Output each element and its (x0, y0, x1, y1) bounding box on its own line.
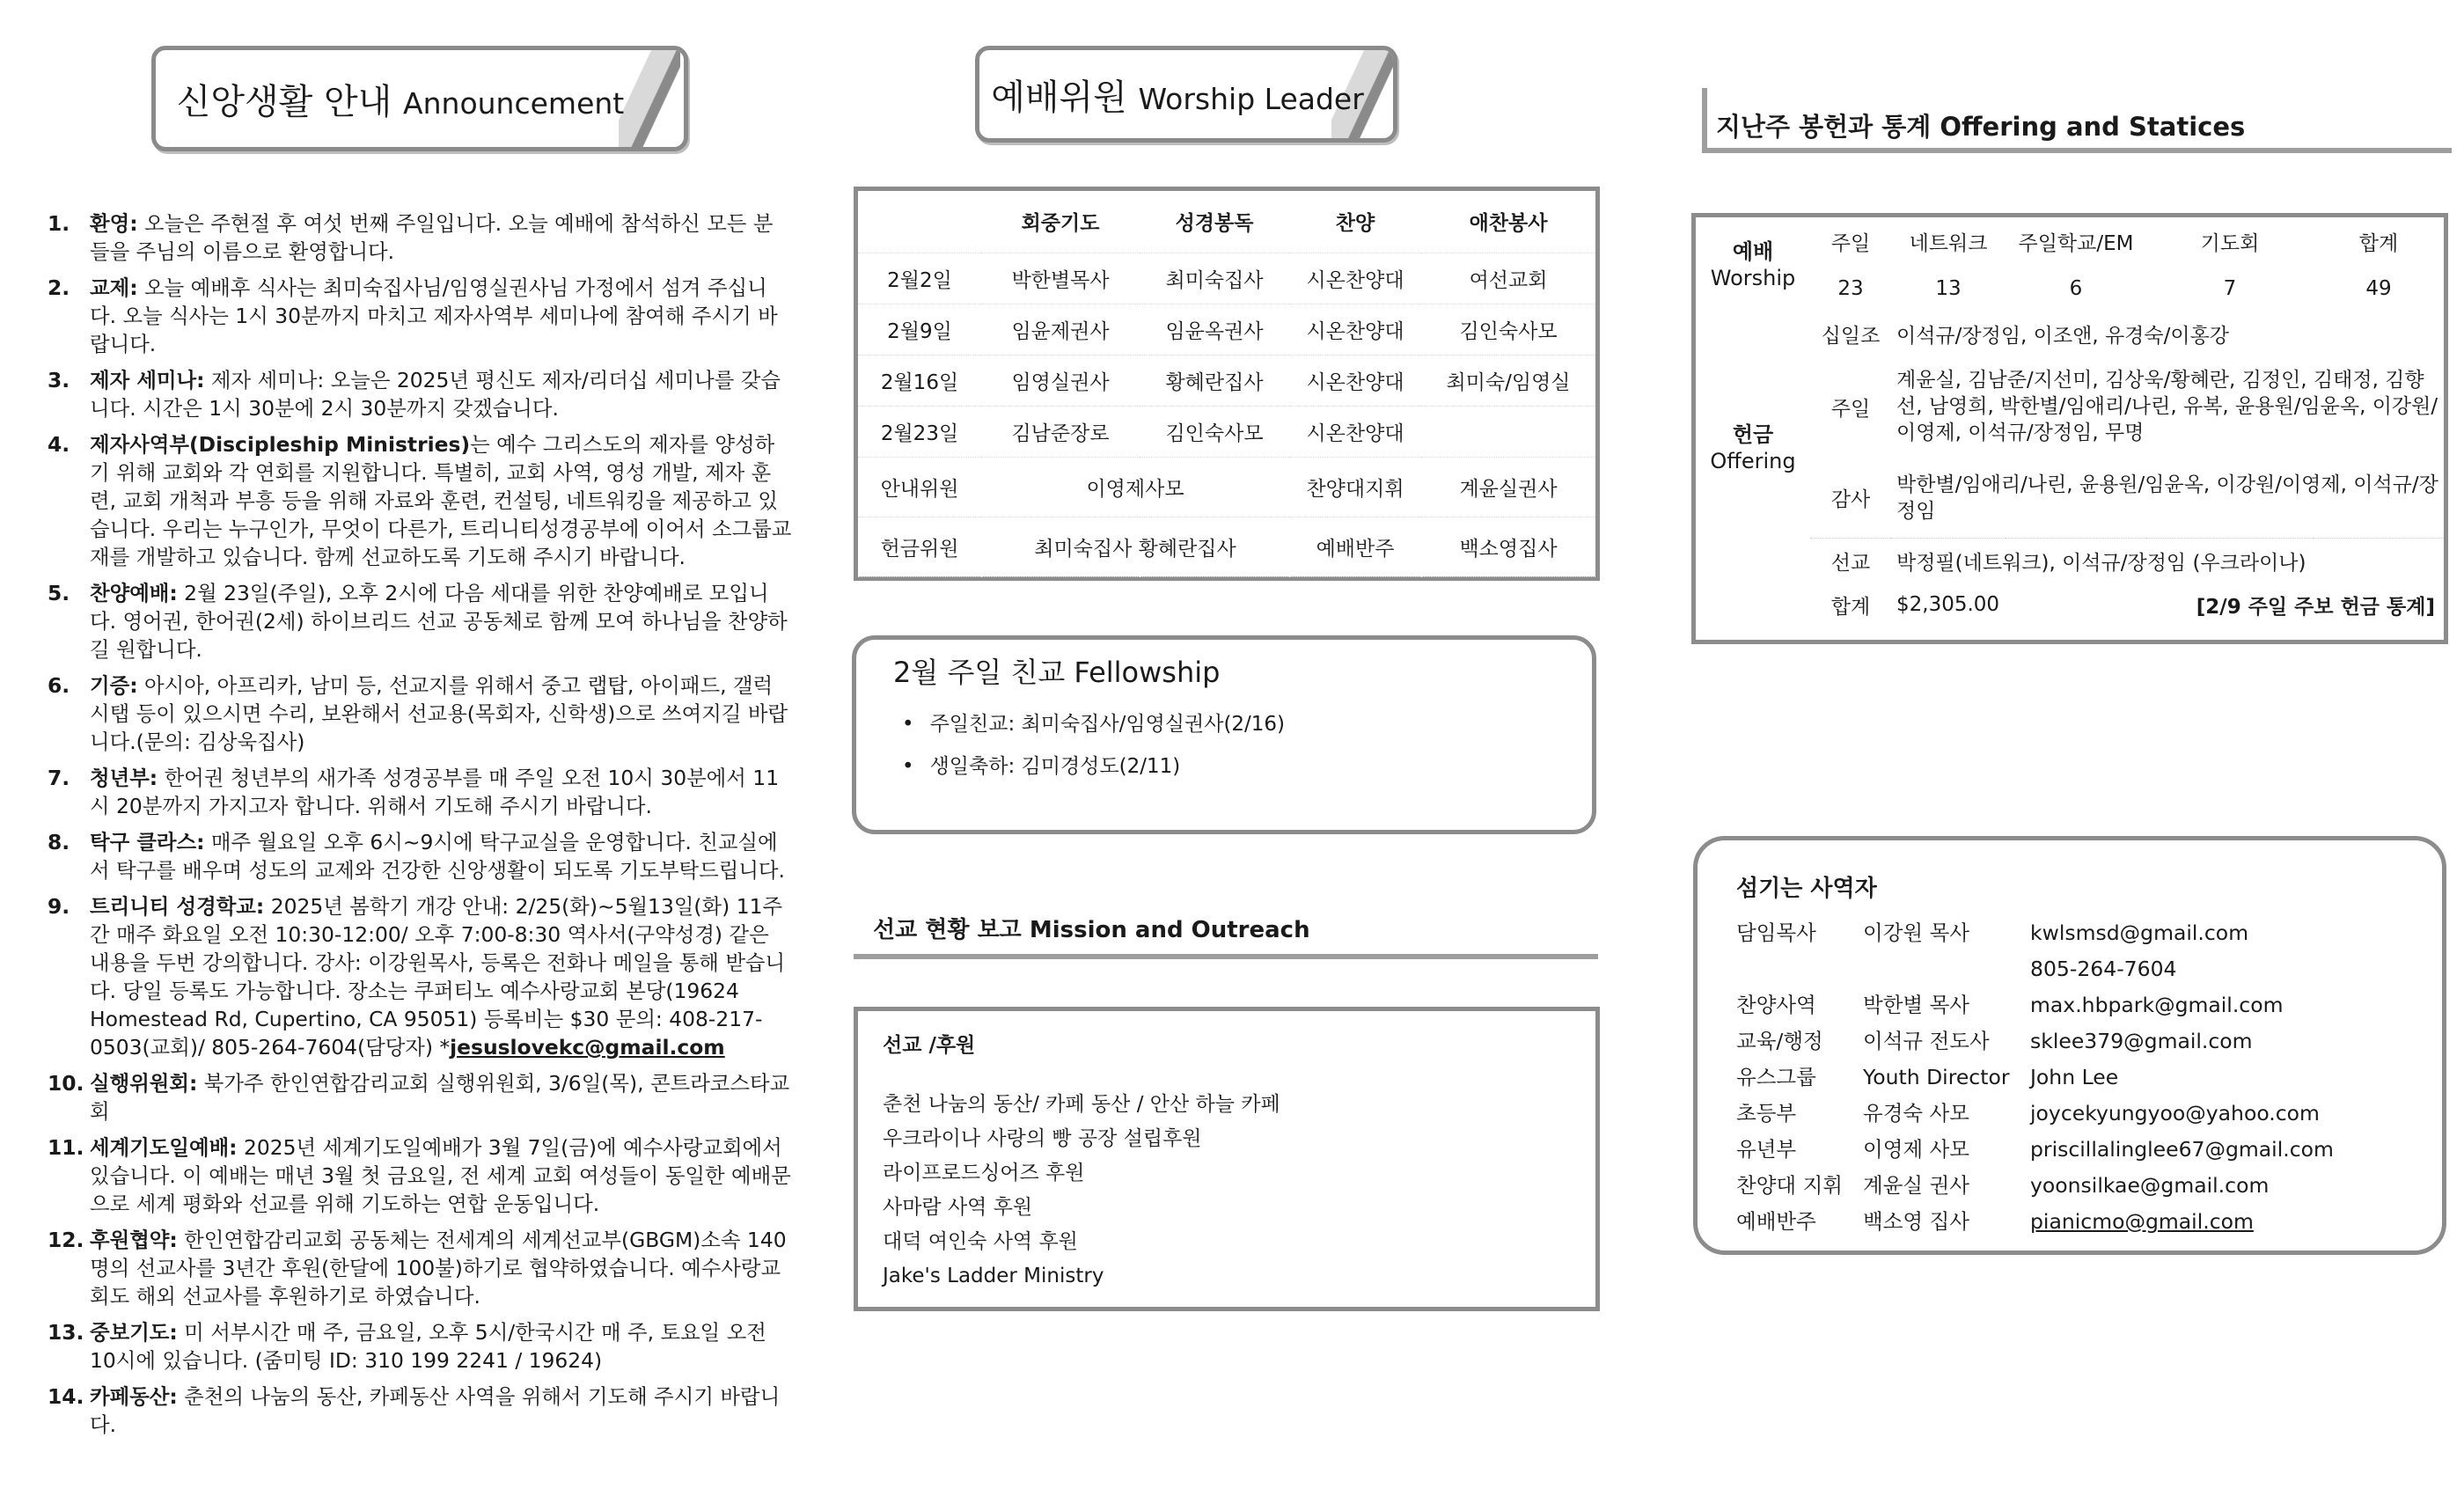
offering-table (1696, 217, 2444, 626)
announcement-item: 4. 제자사역부(Discipleship Ministries)는 예수 그리스도의 제자를 양성하기 위해 교회와 각 연회를 지원합니다. 특별히, 교회 사역, 영성 개발, 제자 훈련, 교회 개척과 부흥 등을 위해 자료와 훈련, 컨설팅, 네트워킹을 제공하고 있습니다. 우리는 누구인가, 무엇이 다른가, 트리니티성경공부에 이어서 소그룹교재를 개발하고 있습니다. 함께 선교하도록 기도해 주시기 바랍니다. (48, 432, 792, 569)
list-item: 우크라이나 사랑의 빵 공장 설립후원 (883, 1127, 1202, 1150)
announcement-item: 13. 중보기도: 미 서부시간 매 주, 금요일, 오후 5시/한국시간 매 주, 토요일 오전 10시에 있습니다. (줌미팅 ID: 310 199 2241 / 19624) (48, 1320, 766, 1373)
staff-title: 섬기는 사역자 (1736, 876, 1877, 902)
table-row-offering-committee: 헌금위원 최미숙집사 황혜란집사 예배반주 백소영집사 (858, 517, 1595, 576)
announcement-title: 신앙생활 안내 Announcement (176, 81, 625, 122)
table-row: 2월16일 임영실권사 황혜란집사 시온찬양대 최미숙/임영실 (858, 355, 1595, 406)
table-row: 선교 박정필(네트워크), 이석규/장정임 (우크라이나) (1830, 551, 2306, 575)
announcement-title-box (151, 46, 688, 151)
staff-email-link[interactable]: pianicmo@gmail.com (2030, 1209, 2254, 1234)
worship-leader-table (858, 191, 1595, 577)
staff-row: 예배반주 백소영 집사 pianicmo@gmail.com (1736, 1204, 2403, 1240)
table-row: 2월23일 김남준장로 김인숙사모 시온찬양대 (858, 406, 1595, 457)
staff-row: 찬양대 지휘 계윤실 권사 yoonsilkae@gmail.com (1736, 1173, 2270, 1198)
offering-table-frame (1691, 213, 2448, 644)
announcement-item: 2. 교제: 오늘 예배후 식사는 최미숙집사님/임영실권사님 가정에서 섬겨 주십니다. 오늘 식사는 1시 30분까지 마치고 제자사역부 세미나에 참여해 주시기 바랍니다. (48, 275, 778, 356)
announcement-item: 14. 카페동산: 춘천의 나눔의 동산, 카페동산 사역을 위해서 기도해 주시기 바랍니다. (48, 1384, 781, 1437)
announcement-item: 7. 청년부: 한어권 청년부의 새가족 성경공부를 매 주일 오전 10시 30분에서 11시 20분까지 가지고자 합니다. 위해서 기도해 주시기 바랍니다. (48, 766, 780, 818)
worship-title-box (975, 46, 1397, 143)
list-item: Jake's Ladder Ministry (883, 1265, 1104, 1287)
list-item: • 주일친교: 최미숙집사/임영실권사(2/16) (902, 703, 1555, 745)
fellowship-title: 2월 주일 친교 Fellowship (893, 656, 1221, 689)
announcement-item: 1. 환영: 오늘은 주현절 후 여섯 번째 주일입니다. 오늘 예배에 참석하신 모든 분들을 주님의 이름으로 환영합니다. (48, 211, 774, 264)
announcement-item: 10. 실행위원회: 북가주 한인연합감리교회 실행위원회, 3/6일(목), 콘트라코스타교회 (48, 1071, 790, 1124)
worship-title: 예배위원 Worship Leader (991, 77, 1364, 118)
staff-row: 교육/행정 이석규 전도사 sklee379@gmail.com (1736, 1029, 2253, 1053)
list-item: 대덕 여인숙 사역 후원 (883, 1230, 1078, 1253)
table-row: 2월2일 박한별목사 최미숙집사 시온찬양대 여선교회 (858, 253, 1595, 304)
announcement-item: 12. 후원협약: 한인연합감리교회 공동체는 전세계의 세계선교부(GBGM)소속 140명의 선교사를 3년간 후원(한달에 100불)하기로 협약하였습니다. 예수사랑교회도 해외 선교사를 후원하기로 하였습니다. (48, 1228, 787, 1309)
staff-row: 유년부 이영제 사모 priscillalinglee67@gmail.com (1736, 1137, 2334, 1162)
announcement-list (48, 209, 792, 1447)
table-row: 감사 박한별/임애리/나린, 윤용원/임윤옥, 이강원/이영제, 이석규/장정임 (1696, 458, 2444, 538)
table-row-usher: 안내위원 이영제사모 찬양대지휘 계윤실권사 (858, 457, 1595, 517)
worship-leader-table-frame (854, 187, 1600, 581)
mission-box-title: 선교 /후원 (883, 1034, 976, 1057)
staff-row: 담임목사 이강원 목사 kwlsmsd@gmail.com (1736, 920, 2249, 945)
fellowship-box (852, 635, 1596, 834)
section-divider (854, 954, 1598, 959)
staff-box (1693, 836, 2446, 1255)
staff-row: 유스그룹 Youth Director John Lee (1736, 1065, 2119, 1089)
table-row: 23 13 6 7 49 (1837, 277, 2392, 300)
section-divider-vertical (1702, 88, 1707, 153)
table-header-row: 회중기도 성경봉독 찬양 애찬봉사 (858, 191, 1595, 253)
announcement-item: 6. 기증: 아시아, 아프리카, 남미 등, 선교지를 위해서 중고 랩탑, 아이패드, 갤럭시탭 등이 있으시면 수리, 보완해서 선교용(목회자, 신학생)으로 쓰여지길 바랍니다.(문의: 김상욱집사) (48, 673, 788, 754)
table-row: 2월9일 임윤제권사 임윤옥권사 시온찬양대 김인숙사모 (858, 304, 1595, 355)
staff-row: 805-264-7604 (2030, 957, 2177, 981)
table-row: 헌금 Offering 십일조 이석규/장정임, 이조앤, 유경숙/이홍강 (1710, 324, 2230, 473)
announcement-item: 11. 세계기도일예배: 2025년 세계기도일예배가 3월 7일(금)에 예수사랑교회에서 있습니다. 이 예배는 매년 3월 첫 금요일, 전 세계 교회 여성들이 동일한 예배문으로 세계 평화와 선교를 위해 기도하는 연합 운동입니다. (48, 1135, 791, 1216)
announcement-item: 3. 제자 세미나: 제자 세미나: 오늘은 2025년 평신도 제자/리더십 세미나를 갖습니다. 시간은 1시 30분에 2시 30분까지 갖겠습니다. (48, 368, 781, 421)
list-item: 춘천 나눔의 동산/ 카페 동산 / 안산 하늘 카페 (883, 1093, 1280, 1116)
fellowship-list (902, 703, 1555, 788)
staff-row: 찬양사역 박한별 목사 max.hbpark@gmail.com (1736, 993, 2284, 1017)
staff-row: 초등부 유경숙 사모 joycekyungyoo@yahoo.com (1736, 1101, 2320, 1126)
page-fold-decoration (619, 46, 680, 151)
mission-box (854, 1007, 1600, 1311)
contact-email-link[interactable]: jesuslovekc@gmail.com (450, 1035, 725, 1060)
table-row: 예배 Worship 주일 네트워크 주일학교/EM 기도회 합계 (1710, 231, 2399, 290)
mission-header: 선교 현황 보고 Mission and Outreach (873, 917, 1310, 943)
list-item: 라이프로드싱어즈 후원 (883, 1162, 1085, 1184)
announcement-item: 9. 트리니티 성경학교: 2025년 봄학기 개강 안내: 2/25(화)~5월13일(화) 11주간 매주 화요일 오전 10:30-12:00/ 오후 7:00-8:30 역사서(구약성경) 같은 내용을 두번 강의합니다. 강사: 이강원목사, 등록은 전화나 메일을 통해 받습니다. 당일 등록도 가능합니다. 장소는 쿠퍼티노 예수사랑교회 본당(19624 Homestead Rd, Cupertino, CA 95051) 등록비는 $30 문의: 408-217-0503(교회)/ 805-264-7604(담당자) *jesuslovekc@gmail.com (48, 894, 786, 1060)
table-row-total: 합계 $2,305.00 [2/9 주일 주보 헌금 통계] (1830, 593, 2435, 619)
announcement-item: 8. 탁구 클라스: 매주 월요일 오후 6시~9시에 탁구교실을 운영합니다. 친교실에서 탁구를 배우며 성도의 교제와 건강한 신앙생활이 되도록 기도부탁드립니다. (48, 830, 785, 883)
offering-header: 지난주 봉헌과 통계 Offering and Statices (1716, 112, 2246, 142)
list-item: 사마람 사역 후원 (883, 1196, 1033, 1219)
list-item: • 생일축하: 김미경성도(2/11) (902, 745, 1555, 788)
table-row: 주일 계윤실, 김남준/지선미, 김상욱/황혜란, 김정인, 김태정, 김향선, 남영희, 박한별/임애리/나린, 유복, 윤용원/임윤옥, 이강원/이영제, 이석규/장정임, 무명 (1830, 369, 2438, 444)
section-divider (1702, 148, 2452, 153)
announcement-item: 5. 찬양예배: 2월 23일(주일), 오후 2시에 다음 세대를 위한 찬양예배로 모입니다. 영어권, 한어권(2세) 하이브리드 선교 공동체로 함께 모여 하나님을 찬양하길 원합니다. (48, 581, 788, 662)
